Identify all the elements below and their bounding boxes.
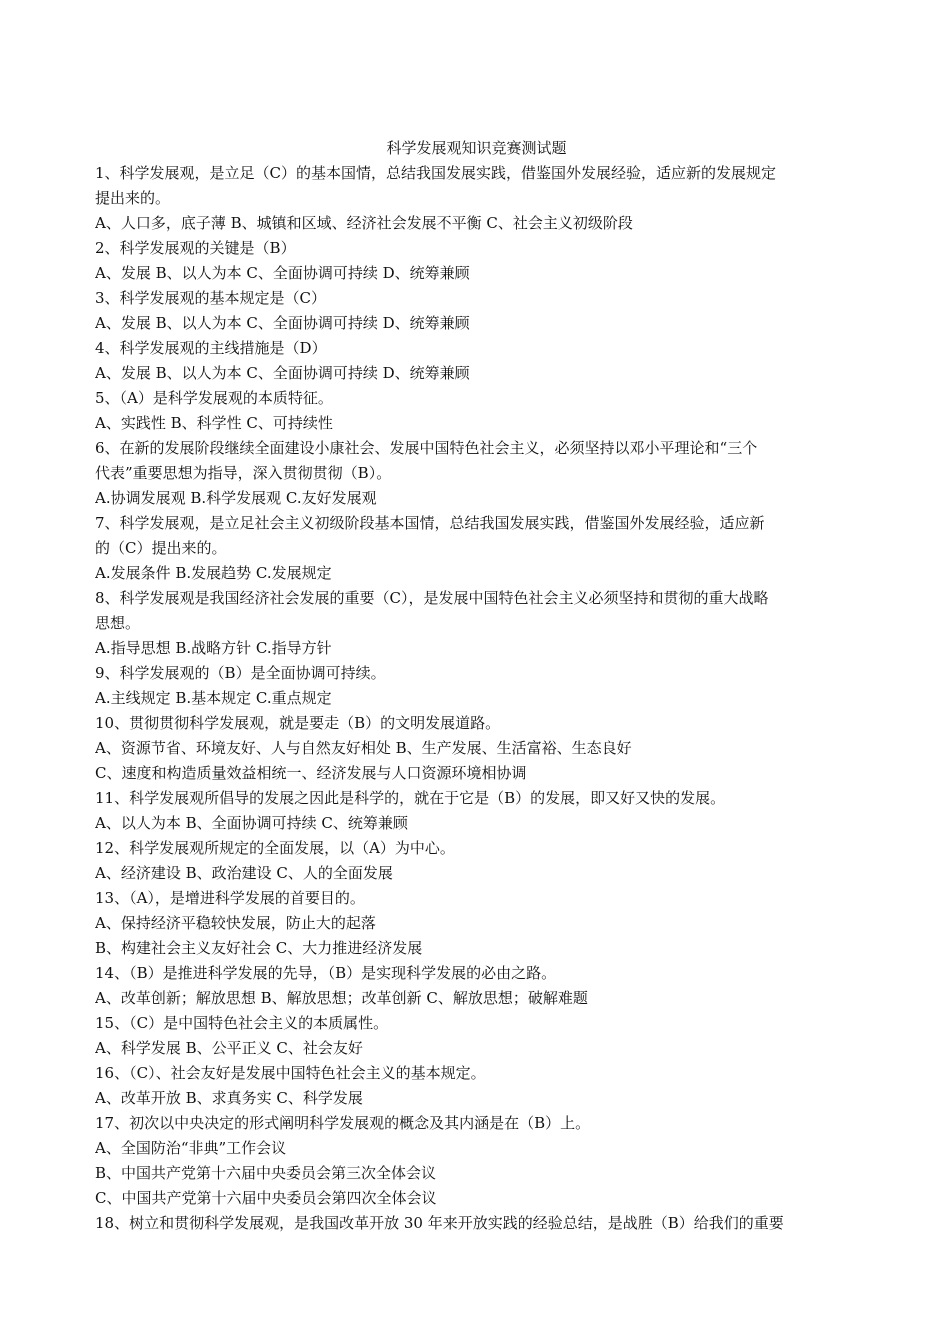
text-line: A、实践性 B、科学性 C、可持续性 (95, 414, 333, 432)
text-line: 13、（A），是增进科学发展的首要目的。 (95, 889, 365, 907)
text-line: A、人口多，底子薄 B、城镇和区域、经济社会发展不平衡 C、社会主义初级阶段 (95, 214, 633, 232)
text-line: 1、科学发展观，是立足（C）的基本国情，总结我国发展实践，借鉴国外发展经验，适应新的发展规定 (95, 164, 777, 182)
text-line: C、中国共产党第十六届中央委员会第四次全体会议 (95, 1189, 437, 1207)
text-line: 9、科学发展观的（B）是全面协调可持续。 (95, 664, 386, 682)
text-line: A、发展 B、以人为本 C、全面协调可持续 D、统筹兼顾 (95, 364, 470, 382)
text-line: B、中国共产党第十六届中央委员会第三次全体会议 (95, 1164, 437, 1182)
text-line: A.主线规定 B.基本规定 C.重点规定 (95, 689, 332, 707)
text-line: 16、（C）、社会友好是发展中国特色社会主义的基本规定。 (95, 1064, 486, 1082)
text-line: 18、树立和贯彻科学发展观，是我国改革开放 30 年来开放实践的经验总结，是战胜（B）给我们的重要 (95, 1214, 784, 1232)
text-line: A、全国防治“非典”工作会议 (95, 1139, 287, 1157)
text-line: C、速度和构造质量效益相统一、经济发展与人口资源环境相协调 (95, 764, 527, 782)
text-line: 的（C）提出来的。 (95, 539, 227, 557)
document-title: 科学发展观知识竞赛测试题 (386, 139, 567, 157)
text-line: 17、初次以中央决定的形式阐明科学发展观的概念及其内涵是在（B）上。 (95, 1114, 591, 1132)
text-line: 提出来的。 (95, 189, 171, 207)
text-line: 思想。 (95, 614, 141, 632)
text-line: A、经济建设 B、政治建设 C、人的全面发展 (95, 864, 393, 882)
text-line: A.指导思想 B.战略方针 C.指导方针 (95, 639, 332, 657)
text-line: A、改革创新；解放思想 B、解放思想；改革创新 C、解放思想；破解难题 (95, 989, 588, 1007)
text-line: 代表”重要思想为指导，深入贯彻贯彻（B）。 (95, 464, 392, 482)
text-line: A、发展 B、以人为本 C、全面协调可持续 D、统筹兼顾 (95, 314, 470, 332)
text-line: 8、科学发展观是我国经济社会发展的重要（C），是发展中国特色社会主义必须坚持和贯彻的重大战略 (95, 589, 769, 607)
text-line: A、保持经济平稳较快发展，防止大的起落 (95, 914, 376, 932)
text-line: A.发展条件 B.发展趋势 C.发展规定 (95, 564, 332, 582)
text-line: A、以人为本 B、全面协调可持续 C、统筹兼顾 (95, 814, 408, 832)
text-line: 6、在新的发展阶段继续全面建设小康社会、发展中国特色社会主义，必须坚持以邓小平理论和“三个 (95, 439, 758, 457)
text-line: 15、（C）是中国特色社会主义的本质属性。 (95, 1014, 389, 1032)
text-line: 11、科学发展观所倡导的发展之因此是科学的，就在于它是（B）的发展，即又好又快的发展。 (95, 789, 726, 807)
text-line: A、科学发展 B、公平正义 C、社会友好 (95, 1039, 363, 1057)
text-line: 7、科学发展观，是立足社会主义初级阶段基本国情，总结我国发展实践，借鉴国外发展经验，适应新 (95, 514, 765, 532)
text-line: A、资源节省、环境友好、人与自然友好相处 B、生产发展、生活富裕、生态良好 (95, 739, 632, 757)
text-line: 10、贯彻贯彻科学发展观，就是要走（B）的文明发展道路。 (95, 714, 501, 732)
document-body (95, 161, 858, 1236)
text-line: 4、科学发展观的主线措施是（D） (95, 339, 327, 357)
text-line: B、构建社会主义友好社会 C、大力推进经济发展 (95, 939, 423, 957)
text-line: A、发展 B、以人为本 C、全面协调可持续 D、统筹兼顾 (95, 264, 470, 282)
text-line: 5、（A）是科学发展观的本质特征。 (95, 389, 333, 407)
text-line: 3、科学发展观的基本规定是（C） (95, 289, 327, 307)
text-line: A.协调发展观 B.科学发展观 C.友好发展观 (95, 489, 377, 507)
text-line: 2、科学发展观的关键是（B） (95, 239, 296, 257)
text-line: A、改革开放 B、求真务实 C、科学发展 (95, 1089, 363, 1107)
text-line: 12、科学发展观所规定的全面发展，以（A）为中心。 (95, 839, 455, 857)
text-line: 14、（B）是推进科学发展的先导，（B）是实现科学发展的必由之路。 (95, 964, 557, 982)
